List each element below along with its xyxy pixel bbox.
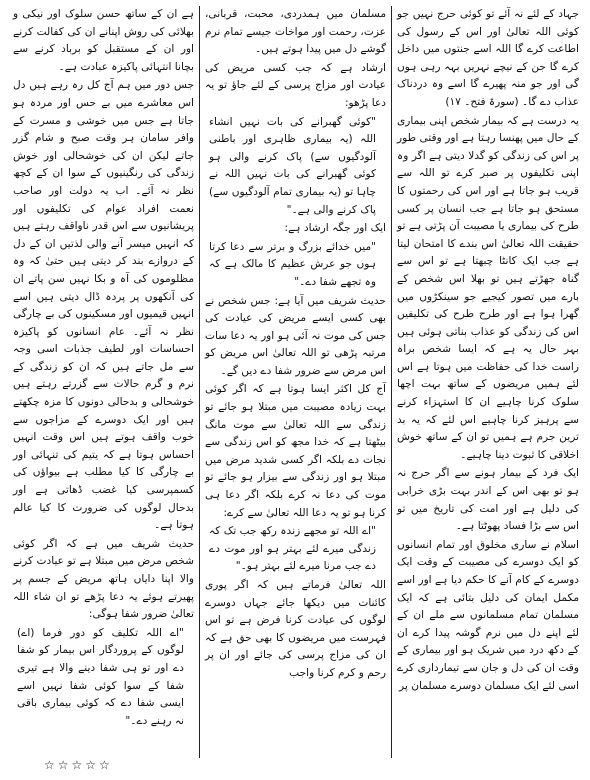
paragraph: اسلام نے ساری مخلوق اور تمام انسانوں کو ایک دوسرے کی مصیبت کے وقت ایک دوسرے کے کام آنے کا حکم دیا ہے اور اسے مکمل ایمان کی دلیل بتائی ہے کہ ایک مسلمان تمام مسلمانوں سے ملے ان کے لئے اپنے دل میں نرم گوشہ پیدا کرے ان کے دکھ درد میں شریک ہو اور بیماری کے وقت ان کی دل و جان سے تیمارداری کرے اسی لئے ایک مسلمان دوسرے مسلمان پر <box>397 538 579 692</box>
paragraph: آج کل اکثر ایسا ہوتا ہے کہ اگر کوئی بہت زیادہ مصیبت میں مبتلا ہو جائے تو زندگی سے اللہ تعالیٰ سے موت مانگ بیٹھتا ہے کہ خدا مجھ کو اس زندگی سے نجات دے بلکہ اگر کسی شدید مرض میں مبتلا ہو اور زندگی سے بیزار ہو جائے تو موت کی دعا نہ کرے بلکہ اگر دعا ہی کرنا ہو تو یہ دعا اللہ تعالیٰ سے کرے: <box>205 383 386 519</box>
paragraph: مسلمان میں ہمدردی، محبت، قربانی، عزت، رحمت اور مواخات جیسے تمام نرم گوشے دل میں پیدا ہوتے ہیں۔ <box>205 8 386 56</box>
column-left <box>8 6 200 758</box>
paragraph: حدیث شریف میں آیا ہے: جس شخص نے بھی کسی ایسے مریض کی عیادت کی جس کی موت نہ آئی ہو اور یہ دعا سات مرتبہ پڑھی تو اللہ تعالیٰ اس مریض کو اس مرض سے ضرور شفا دے دیں گے۔ <box>205 294 386 377</box>
prayer-quote: "اے اللہ تکلیف کو دور فرما (اے) لوگوں کے پروردگار اس بیمار کو شفا دے اور تو ہی شفا دینے والا ہے تیری شفا کے سوا کوئی شفا نہیں اسے ایسی شفا دے کہ کوئی بیماری باقی نہ رہنے دے۔" <box>17 626 184 727</box>
column-middle <box>200 6 392 758</box>
prayer-quote: "کوئی گھبرانے کی بات نہیں انشاء اللہ (یہ بیماری ظاہری اور باطنی آلودگیوں سے) پاک کرنے والی ہو کوئی گھبرانے کی بات نہیں اللہ نے چاہا تو (یہ بیماری تمام آلودگیوں سے) پاک کرنے والی ہے۔" <box>209 115 376 216</box>
prayer-quote: "اے اللہ تو مجھے زندہ رکھ جب تک کہ زندگی میرے لئے بہتر ہو اور موت دے دے جب مرنا میرے لئے بہتر ہو۔" <box>209 525 376 573</box>
paragraph: جس دور میں ہم آج کل رہ رہے ہیں دل اس معاشرے میں بے حس اور مردہ ہو جاتا ہے جس میں خوشی و مسرت کے وافر سامان ہر وقت صبح و شام گزر جاتے لیکن ان کی خوشحالی اور خوش زندگی کی رنگینیوں کے سوا ان کے کچھ نظر نہ آئے۔ اب یہ دولت اور صاحب نعمت افراد عوام کی تکلیفوں اور پریشانیوں سے اس قدر ناواقف رہتے ہیں کہ انہیں میسر آنے والی لذتیں ان کے دل کے دروازے بند کر دیتی ہیں حتیٰ کہ وہ مظلوموں کی آہ و بکا نہیں سن پاتے ان کی آنکھوں پر پردہ ڈال دیتی ہیں اسے انہیں قیمیوں اور مسکینوں کی بے چارگی نظر نہ آئے۔ عام انسانوں کو پاکیزہ احساسات اور لطیف جذبات اسی وجہ سے مل جاتے ہیں کہ ان کو زندگی کے نرم و گرم حالات سے گزرتے رہتے ہیں خوشحالی و بدحالی دونوں کا مزہ چکھتے ہیں اور ایک دوسرے کے مزاجوں سے خوب واقف ہوتے ہیں اس وقت انہیں احساس ہوتا ہے کہ یتیم کی تنہائی اور بے چارگی کا کیا مطلب ہے بیواؤں کی کسمپرسی کیا غضب ڈھاتی ہے اور بدحال لوگوں کی ضرورت کا کیا عالم ہوتا ہے۔ <box>13 79 194 532</box>
end-marker-stars: ☆☆☆☆☆ <box>44 758 113 772</box>
paragraph: ارشاد ہے کہ جب کسی مریض کی عیادت اور مزاج پرسی کے لئے جاؤ تو یہ دعا پڑھو: <box>205 61 386 109</box>
column-right <box>392 6 584 758</box>
paragraph: حدیث شریف میں ہے کہ اگر کوئی شخص مرض میں مبتلا ہے تو عیادت کرنے والا اپنا دایاں ہاتھ مریض کے جسم پر پھیرتے ہوئے یہ دعا پڑھے تو ان شاء اللہ تعالیٰ ضرور شفا ہوگی: <box>13 537 194 621</box>
paragraph: ایک فرد کے بیمار ہونے سے اگر حرج نہ ہو تو بھی اس کے اندر بہت بڑی خرابی کی دلیل ہے اور امت کی تاریخ میں تو اس سے بڑا فساد پھوٹتا ہے۔ <box>397 467 579 533</box>
paragraph: ایک اور جگہ ارشاد ہے: <box>284 222 386 235</box>
prayer-quote: "میں خدائے بزرگ و برتر سے دعا کرتا ہوں جو عرش عظیم کا مالک ہے کہ وہ تجھے شفا دے۔" <box>209 240 376 288</box>
paragraph: جہاد کے لئے نہ آئے تو کوئی حرج نہیں جو کوئی اللہ تعالیٰ اور اس کے رسول کی اطاعت کرے گا اللہ اسے جنتوں میں داخل کرے گا جن کے نیچے نہریں بہہ رہی ہوں گی اور جو منہ پھیرے گا اسے وہ دردناک عذاب دے گا۔ (سورۃ فتح۔ ۱۷) <box>397 8 579 108</box>
paragraph: اللہ تعالیٰ فرماتے ہیں کہ اگر پوری کائنات میں دیکھا جائے جہاں دوسرے لوگوں کی عیادت کرنا فرض ہے تو اس فہرست میں مریضوں کا بھی حق ہے کہ ان کی مزاج پرسی کی جائے اور ان پر رحم و کرم کرنا واجب <box>205 579 386 679</box>
paragraph: یہ درست ہے کہ بیمار شخص اپنی بیماری کے حال میں پھنسا رہتا ہے اور وقتی طور پر اس کی زندگی کو گدلا دیتی ہے اگر وہ اپنی تکلیفوں پر صبر کرے تو اللہ سے قریب ہو جاتا ہے اور اس کی رحمتوں کا مستحق ہو جاتا ہے جب انسان پر کسی طرح کی بیماری یا مصیبت آن پڑتی ہے تو حقیقت اللہ تعالیٰ اس بندے کا امتحان لیتا ہے جب ایک کانٹا چبھتا ہے تو اس سے گناہ جھڑتے ہیں تو بھلا اس شخص کے بارے میں تصور کیجیے جو سینکڑوں میں گھرا ہوا ہے اور طرح طرح کی تکلیفیں اس کی زندگی کو عذاب بناتی ہوئی ہیں بہر حال یہ ہے کہ ایسا شخص براہ راست خدا کی حفاظت میں ہوتا ہے اس لئے ہمیں مریضوں کے ساتھ بہت اچھا سلوک کرنا چاہیے ان کا استہزاء کرنے سے پرہیز کرنا چاہیے اس لئے کہ یہ بد ترین جرم ہے ہمیں تو ان کے ساتھ خوش اخلاقی کا ثبوت دینا چاہیے۔ <box>397 114 579 461</box>
paragraph: ہے ان کے ساتھ حسن سلوک اور نیکی و بھلائی کی روش اپنانے ان کی کفالت کرنے اور ان کے مستقبل کو برباد کرنے سے بچانا انتہائی پاکیزہ عبادت ہے۔ <box>13 8 194 73</box>
